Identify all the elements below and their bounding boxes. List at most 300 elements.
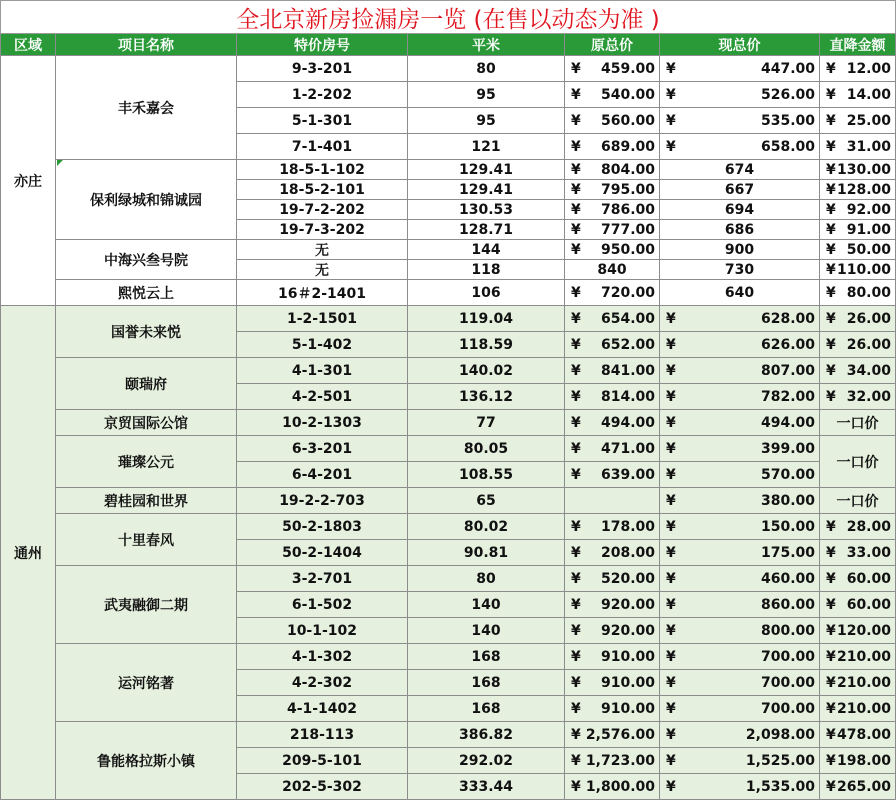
price-drop-value: 110.00 — [836, 261, 891, 278]
original-price-value: 910.00 — [600, 648, 655, 665]
original-price — [565, 644, 660, 670]
currency-symbol: ¥ — [826, 284, 836, 301]
current-price — [660, 618, 820, 644]
price-drop-value: 198.00 — [836, 752, 891, 769]
price-drop — [820, 384, 896, 410]
price-drop-value: 91.00 — [846, 221, 891, 238]
project-name: 熙悦云上 — [56, 280, 237, 306]
original-price — [565, 540, 660, 566]
current-price-value: 860.00 — [760, 596, 815, 613]
original-price — [565, 280, 660, 306]
currency-symbol: ¥ — [666, 86, 676, 103]
price-drop-value: 210.00 — [836, 648, 891, 665]
area: 106 — [408, 280, 565, 306]
room-number: 3-2-701 — [237, 566, 408, 592]
current-price-value: 686 — [724, 221, 755, 238]
current-price — [660, 160, 820, 180]
currency-symbol: ¥ — [666, 544, 676, 561]
currency-symbol: ¥ — [826, 261, 836, 278]
original-price-value: 639.00 — [600, 466, 655, 483]
currency-symbol: ¥ — [666, 336, 676, 353]
currency-symbol: ¥ — [826, 570, 836, 587]
area: 140 — [408, 592, 565, 618]
current-price — [660, 280, 820, 306]
original-price — [565, 514, 660, 540]
currency-symbol: ¥ — [571, 622, 581, 639]
price-drop-value: 26.00 — [846, 336, 891, 353]
currency-symbol: ¥ — [666, 388, 676, 405]
room-number: 无 — [237, 240, 408, 260]
price-drop-value: 210.00 — [836, 674, 891, 691]
currency-symbol: ¥ — [571, 310, 581, 327]
current-price-value: 730 — [724, 261, 755, 278]
currency-symbol: ¥ — [826, 310, 836, 327]
currency-symbol: ¥ — [826, 726, 836, 743]
original-price — [565, 108, 660, 134]
original-price-value: 720.00 — [600, 284, 655, 301]
price-drop — [820, 240, 896, 260]
room-number: 5-1-301 — [237, 108, 408, 134]
original-price — [565, 748, 660, 774]
room-number: 19-7-2-202 — [237, 200, 408, 220]
original-price-value: 520.00 — [600, 570, 655, 587]
current-price — [660, 332, 820, 358]
current-price-value: 447.00 — [760, 60, 815, 77]
original-price-value: 652.00 — [600, 336, 655, 353]
room-number: 209-5-101 — [237, 748, 408, 774]
current-price-value: 782.00 — [760, 388, 815, 405]
original-price — [565, 566, 660, 592]
room-number: 6-1-502 — [237, 592, 408, 618]
currency-symbol: ¥ — [571, 161, 581, 178]
original-price-value: 950.00 — [600, 241, 655, 258]
current-price-value: 460.00 — [760, 570, 815, 587]
original-price-value: 654.00 — [600, 310, 655, 327]
currency-symbol: ¥ — [571, 570, 581, 587]
current-price-value: 807.00 — [760, 362, 815, 379]
area: 80 — [408, 566, 565, 592]
current-price-value: 674 — [724, 161, 755, 178]
original-price — [565, 670, 660, 696]
currency-symbol: ¥ — [826, 201, 836, 218]
original-price — [565, 488, 660, 514]
original-price-value: 910.00 — [600, 700, 655, 717]
current-price — [660, 56, 820, 82]
current-price — [660, 306, 820, 332]
original-price-value: 1,723.00 — [585, 752, 655, 769]
original-price — [565, 722, 660, 748]
current-price-value: 694 — [724, 201, 755, 218]
room-number: 4-1-1402 — [237, 696, 408, 722]
room-number: 19-2-2-703 — [237, 488, 408, 514]
price-drop — [820, 280, 896, 306]
currency-symbol: ¥ — [826, 596, 836, 613]
currency-symbol: ¥ — [571, 752, 581, 769]
project-name: 碧桂园和世界 — [56, 488, 237, 514]
currency-symbol: ¥ — [826, 388, 836, 405]
original-price — [565, 384, 660, 410]
current-price — [660, 134, 820, 160]
currency-symbol: ¥ — [666, 492, 676, 509]
price-drop — [820, 358, 896, 384]
original-price — [565, 56, 660, 82]
area: 118.59 — [408, 332, 565, 358]
area: 168 — [408, 670, 565, 696]
currency-symbol: ¥ — [571, 336, 581, 353]
currency-symbol: ¥ — [826, 138, 836, 155]
header-room: 特价房号 — [237, 34, 408, 56]
original-price — [565, 160, 660, 180]
currency-symbol: ¥ — [826, 221, 836, 238]
currency-symbol: ¥ — [826, 362, 836, 379]
room-number: 4-1-302 — [237, 644, 408, 670]
currency-symbol: ¥ — [826, 674, 836, 691]
current-price — [660, 514, 820, 540]
room-number: 50-2-1404 — [237, 540, 408, 566]
currency-symbol: ¥ — [666, 648, 676, 665]
current-price-value: 700.00 — [760, 674, 815, 691]
price-drop — [820, 722, 896, 748]
original-price — [565, 180, 660, 200]
currency-symbol: ¥ — [571, 86, 581, 103]
currency-symbol: ¥ — [571, 778, 581, 795]
price-drop-value: 26.00 — [846, 310, 891, 327]
room-number: 4-1-301 — [237, 358, 408, 384]
area: 108.55 — [408, 462, 565, 488]
current-price-value: 1,535.00 — [745, 778, 815, 795]
currency-symbol: ¥ — [666, 466, 676, 483]
area: 95 — [408, 108, 565, 134]
original-price-value: 540.00 — [600, 86, 655, 103]
project-name: 武夷融御二期 — [56, 566, 237, 644]
current-price — [660, 358, 820, 384]
price-drop: 一口价 — [820, 488, 896, 514]
currency-symbol: ¥ — [826, 518, 836, 535]
current-price-value: 900 — [724, 241, 755, 258]
area: 121 — [408, 134, 565, 160]
area: 144 — [408, 240, 565, 260]
current-price — [660, 748, 820, 774]
area: 292.02 — [408, 748, 565, 774]
currency-symbol: ¥ — [571, 201, 581, 218]
area: 118 — [408, 260, 565, 280]
currency-symbol: ¥ — [571, 284, 581, 301]
currency-symbol: ¥ — [571, 518, 581, 535]
currency-symbol: ¥ — [571, 544, 581, 561]
currency-symbol: ¥ — [666, 570, 676, 587]
current-price-value: 2,098.00 — [745, 726, 815, 743]
original-price-value: 840 — [597, 261, 627, 278]
currency-symbol: ¥ — [826, 241, 836, 258]
original-price-value: 841.00 — [600, 362, 655, 379]
original-price-value: 795.00 — [600, 181, 655, 198]
price-drop — [820, 82, 896, 108]
original-price — [565, 358, 660, 384]
original-price-value: 178.00 — [600, 518, 655, 535]
room-number: 5-1-402 — [237, 332, 408, 358]
room-number: 218-113 — [237, 722, 408, 748]
currency-symbol: ¥ — [571, 414, 581, 431]
area: 129.41 — [408, 160, 565, 180]
original-price-value: 494.00 — [600, 414, 655, 431]
project-name: 十里春风 — [56, 514, 237, 566]
cell-note-marker-icon — [57, 160, 63, 166]
price-drop — [820, 748, 896, 774]
currency-symbol: ¥ — [666, 138, 676, 155]
current-price — [660, 670, 820, 696]
area: 136.12 — [408, 384, 565, 410]
current-price — [660, 722, 820, 748]
current-price — [660, 82, 820, 108]
price-drop-value: 128.00 — [836, 181, 891, 198]
original-price — [565, 618, 660, 644]
current-price — [660, 436, 820, 462]
currency-symbol: ¥ — [571, 596, 581, 613]
original-price-value: 208.00 — [600, 544, 655, 561]
room-number: 19-7-3-202 — [237, 220, 408, 240]
currency-symbol: ¥ — [826, 700, 836, 717]
original-price — [565, 774, 660, 800]
current-price — [660, 566, 820, 592]
price-drop — [820, 670, 896, 696]
room-number: 4-2-501 — [237, 384, 408, 410]
original-price — [565, 240, 660, 260]
project-name: 璀璨公元 — [56, 436, 237, 488]
price-drop — [820, 260, 896, 280]
original-price-value: 804.00 — [600, 161, 655, 178]
area: 80.02 — [408, 514, 565, 540]
currency-symbol: ¥ — [666, 112, 676, 129]
currency-symbol: ¥ — [826, 86, 836, 103]
project-name: 运河铭著 — [56, 644, 237, 722]
price-drop-value: 33.00 — [846, 544, 891, 561]
price-drop — [820, 618, 896, 644]
price-drop-value: 28.00 — [846, 518, 891, 535]
original-price-value: 459.00 — [600, 60, 655, 77]
current-price — [660, 180, 820, 200]
price-drop — [820, 566, 896, 592]
currency-symbol: ¥ — [826, 752, 836, 769]
original-price-value: 814.00 — [600, 388, 655, 405]
room-number: 18-5-2-101 — [237, 180, 408, 200]
area: 333.44 — [408, 774, 565, 800]
area: 65 — [408, 488, 565, 514]
current-price-value: 380.00 — [760, 492, 815, 509]
current-price — [660, 644, 820, 670]
area: 95 — [408, 82, 565, 108]
price-drop — [820, 56, 896, 82]
sheet-title: 全北京新房捡漏房一览 (在售以动态为准 ) — [0, 0, 896, 34]
price-drop-value: 50.00 — [846, 241, 891, 258]
room-number: 16＃2-1401 — [237, 280, 408, 306]
room-number: 6-4-201 — [237, 462, 408, 488]
currency-symbol: ¥ — [826, 181, 836, 198]
current-price — [660, 774, 820, 800]
original-price — [565, 200, 660, 220]
area: 129.41 — [408, 180, 565, 200]
region-name: 通州 — [0, 306, 56, 800]
room-number: 6-3-201 — [237, 436, 408, 462]
price-drop — [820, 108, 896, 134]
current-price-value: 175.00 — [760, 544, 815, 561]
room-number: 50-2-1803 — [237, 514, 408, 540]
price-drop-value: 25.00 — [846, 112, 891, 129]
currency-symbol: ¥ — [571, 726, 581, 743]
original-price — [565, 82, 660, 108]
area: 130.53 — [408, 200, 565, 220]
price-drop-value: 32.00 — [846, 388, 891, 405]
price-drop — [820, 200, 896, 220]
currency-symbol: ¥ — [666, 440, 676, 457]
current-price-value: 535.00 — [760, 112, 815, 129]
currency-symbol: ¥ — [666, 310, 676, 327]
currency-symbol: ¥ — [571, 466, 581, 483]
room-number: 202-5-302 — [237, 774, 408, 800]
price-drop — [820, 592, 896, 618]
price-drop-value: 12.00 — [846, 60, 891, 77]
currency-symbol: ¥ — [571, 440, 581, 457]
price-drop — [820, 332, 896, 358]
area: 128.71 — [408, 220, 565, 240]
original-price-value: 777.00 — [600, 221, 655, 238]
original-price — [565, 260, 660, 280]
price-drop — [820, 540, 896, 566]
currency-symbol: ¥ — [571, 221, 581, 238]
currency-symbol: ¥ — [666, 518, 676, 535]
currency-symbol: ¥ — [571, 674, 581, 691]
current-price-value: 150.00 — [760, 518, 815, 535]
price-drop-value: 130.00 — [836, 161, 891, 178]
current-price — [660, 410, 820, 436]
current-price — [660, 592, 820, 618]
currency-symbol: ¥ — [826, 622, 836, 639]
original-price — [565, 306, 660, 332]
currency-symbol: ¥ — [666, 622, 676, 639]
currency-symbol: ¥ — [571, 60, 581, 77]
current-price-value: 570.00 — [760, 466, 815, 483]
currency-symbol: ¥ — [826, 112, 836, 129]
current-price — [660, 488, 820, 514]
room-number: 18-5-1-102 — [237, 160, 408, 180]
price-drop — [820, 180, 896, 200]
currency-symbol: ¥ — [571, 388, 581, 405]
region-name: 亦庄 — [0, 56, 56, 306]
currency-symbol: ¥ — [826, 544, 836, 561]
area: 80.05 — [408, 436, 565, 462]
original-price — [565, 436, 660, 462]
currency-symbol: ¥ — [571, 362, 581, 379]
current-price-value: 399.00 — [760, 440, 815, 457]
current-price-value: 700.00 — [760, 700, 815, 717]
current-price — [660, 462, 820, 488]
area: 140.02 — [408, 358, 565, 384]
current-price — [660, 240, 820, 260]
currency-symbol: ¥ — [666, 700, 676, 717]
room-number: 10-2-1303 — [237, 410, 408, 436]
header-area: 平米 — [408, 34, 565, 56]
area: 119.04 — [408, 306, 565, 332]
original-price — [565, 410, 660, 436]
room-number: 10-1-102 — [237, 618, 408, 644]
header-project: 项目名称 — [56, 34, 237, 56]
current-price-value: 494.00 — [760, 414, 815, 431]
area: 386.82 — [408, 722, 565, 748]
room-number: 9-3-201 — [237, 56, 408, 82]
price-drop — [820, 696, 896, 722]
area: 168 — [408, 696, 565, 722]
original-price-value: 786.00 — [600, 201, 655, 218]
current-price-value: 700.00 — [760, 648, 815, 665]
price-drop — [820, 160, 896, 180]
header-now-price: 现总价 — [660, 34, 820, 56]
price-drop: 一口价 — [820, 410, 896, 436]
room-number: 4-2-302 — [237, 670, 408, 696]
room-number: 无 — [237, 260, 408, 280]
currency-symbol: ¥ — [571, 648, 581, 665]
original-price — [565, 220, 660, 240]
current-price-value: 526.00 — [760, 86, 815, 103]
original-price — [565, 462, 660, 488]
original-price-value: 471.00 — [600, 440, 655, 457]
current-price — [660, 260, 820, 280]
price-drop — [820, 134, 896, 160]
header-region: 区域 — [0, 34, 56, 56]
price-drop — [820, 644, 896, 670]
price-drop-value: 80.00 — [846, 284, 891, 301]
project-name: 京贸国际公馆 — [56, 410, 237, 436]
original-price-value: 1,800.00 — [585, 778, 655, 795]
area: 90.81 — [408, 540, 565, 566]
price-drop-value: 92.00 — [846, 201, 891, 218]
room-number: 7-1-401 — [237, 134, 408, 160]
currency-symbol: ¥ — [666, 726, 676, 743]
project-name: 中海兴叁号院 — [56, 240, 237, 280]
project-name: 颐瑞府 — [56, 358, 237, 410]
currency-symbol: ¥ — [666, 60, 676, 77]
area: 77 — [408, 410, 565, 436]
currency-symbol: ¥ — [666, 362, 676, 379]
original-price-value: 920.00 — [600, 596, 655, 613]
original-price-value: 910.00 — [600, 674, 655, 691]
original-price — [565, 134, 660, 160]
current-price-value: 658.00 — [760, 138, 815, 155]
price-drop — [820, 220, 896, 240]
project-name: 保利绿城和锦诚园 — [56, 160, 237, 240]
current-price-value: 626.00 — [760, 336, 815, 353]
price-drop-value: 265.00 — [836, 778, 891, 795]
current-price — [660, 696, 820, 722]
project-name: 国誉未来悦 — [56, 306, 237, 358]
current-price-value: 1,525.00 — [745, 752, 815, 769]
project-name: 鲁能格拉斯小镇 — [56, 722, 237, 800]
currency-symbol: ¥ — [666, 674, 676, 691]
currency-symbol: ¥ — [571, 700, 581, 717]
currency-symbol: ¥ — [571, 241, 581, 258]
currency-symbol: ¥ — [826, 161, 836, 178]
current-price-value: 800.00 — [760, 622, 815, 639]
currency-symbol: ¥ — [666, 596, 676, 613]
currency-symbol: ¥ — [571, 112, 581, 129]
price-drop-value: 14.00 — [846, 86, 891, 103]
original-price — [565, 332, 660, 358]
price-drop-value: 60.00 — [846, 570, 891, 587]
current-price — [660, 220, 820, 240]
currency-symbol: ¥ — [666, 752, 676, 769]
current-price-value: 667 — [724, 181, 755, 198]
header-orig-price: 原总价 — [565, 34, 660, 56]
currency-symbol: ¥ — [571, 138, 581, 155]
original-price — [565, 696, 660, 722]
